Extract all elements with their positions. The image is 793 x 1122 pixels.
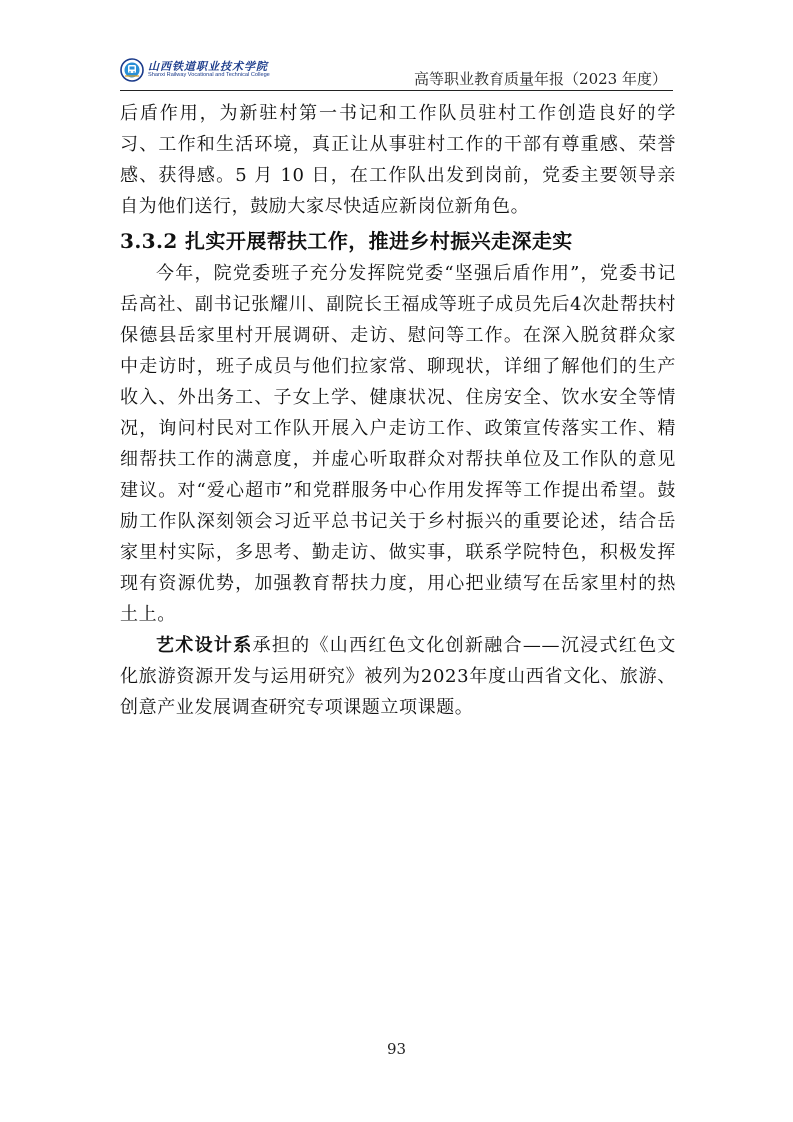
department-name: 艺术设计系 <box>156 635 253 656</box>
college-logo <box>120 58 300 84</box>
report-title: 高等职业教育质量年报（2023 年度） <box>414 70 667 88</box>
paragraph-art-design-text: 承担的《山西红色文化创新融合——沉浸式红色文化旅游资源开发与运用研究》被列为2023年度山西省文化、旅游、创意产业发展调查研究专项课题立项课题。 <box>120 635 676 718</box>
page-body <box>120 98 676 723</box>
logo-english-name: Shanxi Railway Vocational and Technical College <box>148 72 270 78</box>
section-heading: 3.3.2 扎实开展帮扶工作，推进乡村振兴走深走实 <box>120 229 573 253</box>
page-number: 93 <box>386 1040 407 1058</box>
page-header <box>120 56 673 91</box>
paragraph-continued: 后盾作用，为新驻村第一书记和工作队员驻村工作创造良好的学习、工作和生活环境，真正让从事驻村工作的干部有尊重感、荣誉感、获得感。5 月 10 日，在工作队出发到岗前，党委主要领导亲自为他们送行，鼓励大家尽快适应新岗位新角色。 <box>120 103 676 217</box>
paragraph-party-committee: 今年，院党委班子充分发挥院党委“坚强后盾作用”，党委书记岳高社、副书记张耀川、副院长王福成等班子成员先后4次赴帮扶村保德县岳家里村开展调研、走访、慰问等工作。在深入脱贫群众家中走访时，班子成员与他们拉家常、聊现状，详细了解他们的生产收入、外出务工、子女上学、健康状况、住房安全、饮水安全等情况，询问村民对工作队开展入户走访工作、政策宣传落实工作、精细帮扶工作的满意度，并虚心听取群众对帮扶单位及工作队的意见建议。对“爱心超市”和党群服务中心作用发挥等工作提出希望。鼓励工作队深刻领会习近平总书记关于乡村振兴的重要论述，结合岳家里村实际，多思考、勤走访、做实事，联系学院特色，积极发挥现有资源优势，加强教育帮扶力度，用心把业绩写在岳家里村的热土上。 <box>120 263 676 625</box>
logo-chinese-name: 山西铁道职业技术学院 <box>148 60 268 73</box>
college-emblem-icon <box>120 58 144 82</box>
paragraph-art-design <box>120 630 676 723</box>
